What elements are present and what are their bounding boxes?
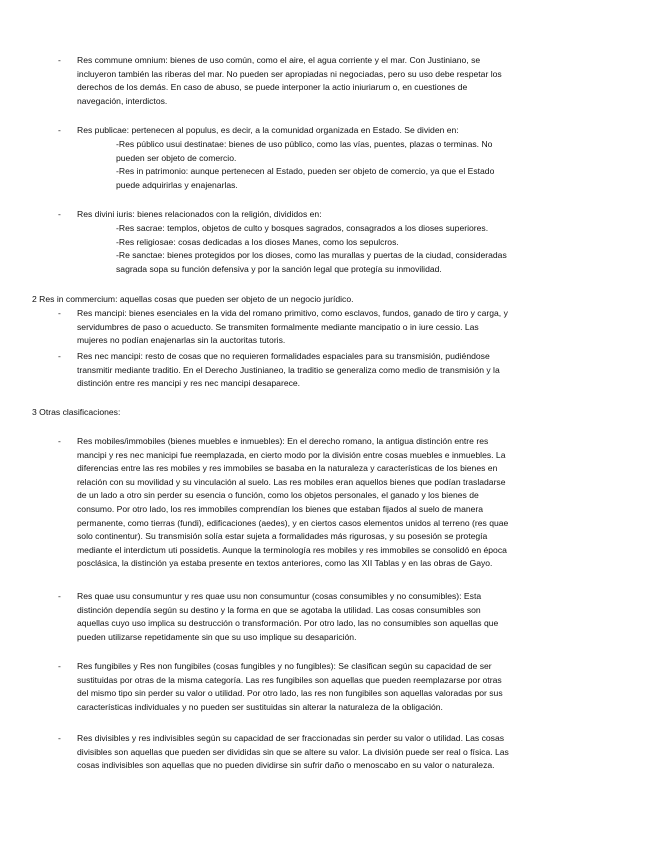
sub-line: sagrada sopa su función defensiva y por la sanción legal que protegía su inmovilidad. [116,263,442,274]
bullet-dash: - [58,209,61,219]
bullet-dash: - [58,733,61,743]
sub-line: -Res religiosae: cosas dedicadas a los dioses Manes, como los sepulcros. [116,236,399,247]
bullet-text [77,590,614,644]
sub-line: -Res público usui destinatae: bienes de uso público, como las vías, puentes, plazas o terminas. No [116,139,493,149]
text-line: consumo. Por otro lado, los res immobiles comprendían los bienes que estaban fijados al suelo de manera [77,503,484,514]
text-line: sustituidas por otras de la misma categoría. Las res fungibiles son aquellas que pueden reemplazarse por otras [77,674,502,685]
bullet-text [77,124,614,138]
bullet-dash: - [58,308,61,318]
bullet-dash: - [58,125,61,135]
text-line: relación con su movilidad y su vinculación al suelo. Las res mobiles eran aquellos bienes que podían trasladarse [77,476,506,487]
text-line: distinción entre res mancipi y res nec mancipi desaparece. [77,378,301,389]
sub-line: puede adquirirlas y enajenarlas. [116,179,238,190]
text-line: Res mobiles/immobiles (bienes muebles e inmuebles): En el derecho romano, la antigua distinción entre res [77,436,489,446]
text-line: derechos de los demás. En caso de abuso, se puede interponer la actio iniuriarum o, en cuestiones de [77,82,468,93]
text-line: Res commune omnium: bienes de uso común, como el aire, el agua corriente y el mar. Con Justiniano, se [77,55,481,65]
section-heading-commercium: 2 Res in commercium: aquellas cosas que pueden ser objeto de un negocio jurídico. [32,294,354,304]
sub-line: -Res in patrimonio: aunque pertenecen al Estado, pueden ser objeto de comercio, ya que el Estado [116,166,495,177]
section-heading-otras: 3 Otras clasificaciones: [32,407,121,417]
text-line: transmitir mediante traditio. En el Derecho Justinianeo, la traditio se generaliza como medio de transmisión y la [77,364,500,375]
sub-line: -Re sanctae: bienes protegidos por los dioses, como las murallas y puertas de la ciudad, consideradas [116,250,507,261]
text-line: de un lado a otro sin perder su esencia o función, como los objetos personales, el ganado y los bienes de [77,490,479,501]
bullet-dash: - [58,661,61,671]
text-line: permanente, como tierras (fundi), edificaciones (aedes), y en ciertos casos elementos unidos al terreno (res quae [77,517,509,528]
bullet-res-mobiles [58,435,614,573]
text-line: mancipi y res nec manicipi fue reemplazada, en cierto modo por la división entre cosas muebles e inmuebles. La [77,449,506,460]
sublist-res-divini-iuris [116,222,614,276]
text-line: Res divini iuris: bienes relacionados con la religión, divididos en: [77,209,322,219]
text-line: del mismo tipo sin perder su valor o utilidad. Por otro lado, las res non fungibiles son aquellas valoradas por sus [77,688,503,699]
text-line: diferencias entre las res mobiles y res immobiles se basaba en la naturaleza y características de los bienes en [77,463,498,474]
text-line: mujeres no podían enajenarlas sin la auctoritas tutoris. [77,335,286,346]
bullet-res-divisibles [58,732,614,774]
text-line: navegación, interdictos. [77,95,168,106]
bullet-res-consumuntur [58,590,614,646]
bullet-text [77,54,614,108]
text-line: divisibles son aquellas que pueden ser divididas sin que se altere su valor. La división puede ser real o física. Las [77,746,509,757]
bullet-dash: - [58,436,61,446]
text-line: Res mancipi: bienes esenciales en la vida del romano primitivo, como esclavos, fundos, ganado de tiro y carga, y [77,308,508,318]
bullet-text [77,435,614,571]
text-line: servidumbres de paso o acueducto. Se transmiten formalmente mediante mancipatio o in iure cessio. Las [77,321,479,332]
text-line: posclásica, la distinción ya estaba presente en textos anteriores, como las XII Tablas y en las obras de Gayo. [77,558,493,569]
bullet-dash: - [58,55,61,65]
bullet-text [77,732,614,773]
text-line: mediante el interdictum uti possidetis. Aunque la terminología res mobiles y res immobiles se consolidó en época [77,544,507,555]
text-line: Res nec mancipi: resto de cosas que no requieren formalidades espaciales para su transmisión, pudiéndose [77,351,490,361]
bullet-res-publicae [58,124,614,138]
bullet-res-communis [58,54,614,110]
bullet-dash: - [58,351,61,361]
sub-line: pueden ser objeto de comercio. [116,152,237,163]
text-line: distinción dependía según su destino y la forma en que se agotaba la utilidad. Las cosas consumibles son [77,604,481,615]
text-line: Res fungibiles y Res non fungibiles (cosas fungibles y no fungibles): Se clasifican según su capacidad de ser [77,661,492,671]
bullet-text [77,350,614,391]
bullet-res-nec-mancipi [58,350,614,392]
sub-line: -Res sacrae: templos, objetos de culto y bosques sagrados, consagrados a los dioses superiores. [116,223,489,233]
bullet-res-fungibiles [58,660,614,716]
text-line: pueden utilizarse repetidamente sin que su uso implique su desaparición. [77,631,357,642]
text-line: Res publicae: pertenecen al populus, es decir, a la comunidad organizada en Estado. Se dividen en: [77,125,459,135]
text-line: incluyeron también las riberas del mar. No pueden ser apropiadas ni negociadas, pero su uso debe respetar los [77,68,502,79]
text-line: aquellas cuyo uso implica su destrucción o transformación. Por otro lado, las no consumibles son aquellas que [77,618,499,629]
bullet-res-mancipi [58,307,614,349]
bullet-dash: - [58,591,61,601]
bullet-text [77,307,614,348]
bullet-res-divini-iuris [58,208,614,222]
bullet-text [77,660,614,714]
sublist-res-publicae [116,138,614,192]
text-line: solo continentur). Su transmisión solía estar sujeta a formalidades más rigurosas, y su posesión se protegía [77,531,488,542]
text-line: Res quae usu consumuntur y res quae usu non consumuntur (cosas consumibles y no consumibles): Esta [77,591,482,601]
text-line: Res divisibles y res indivisibles según su capacidad de ser fraccionadas sin perder su valor o utilidad. Las cosas [77,733,505,743]
text-line: características individuales y no pueden ser sustituidas sin alterar la naturaleza de la obligación. [77,701,443,712]
text-line: cosas indivisibles son aquellas que no pueden dividirse sin sufrir daño o menoscabo en su valor o naturaleza. [77,760,495,771]
bullet-text [77,208,614,222]
